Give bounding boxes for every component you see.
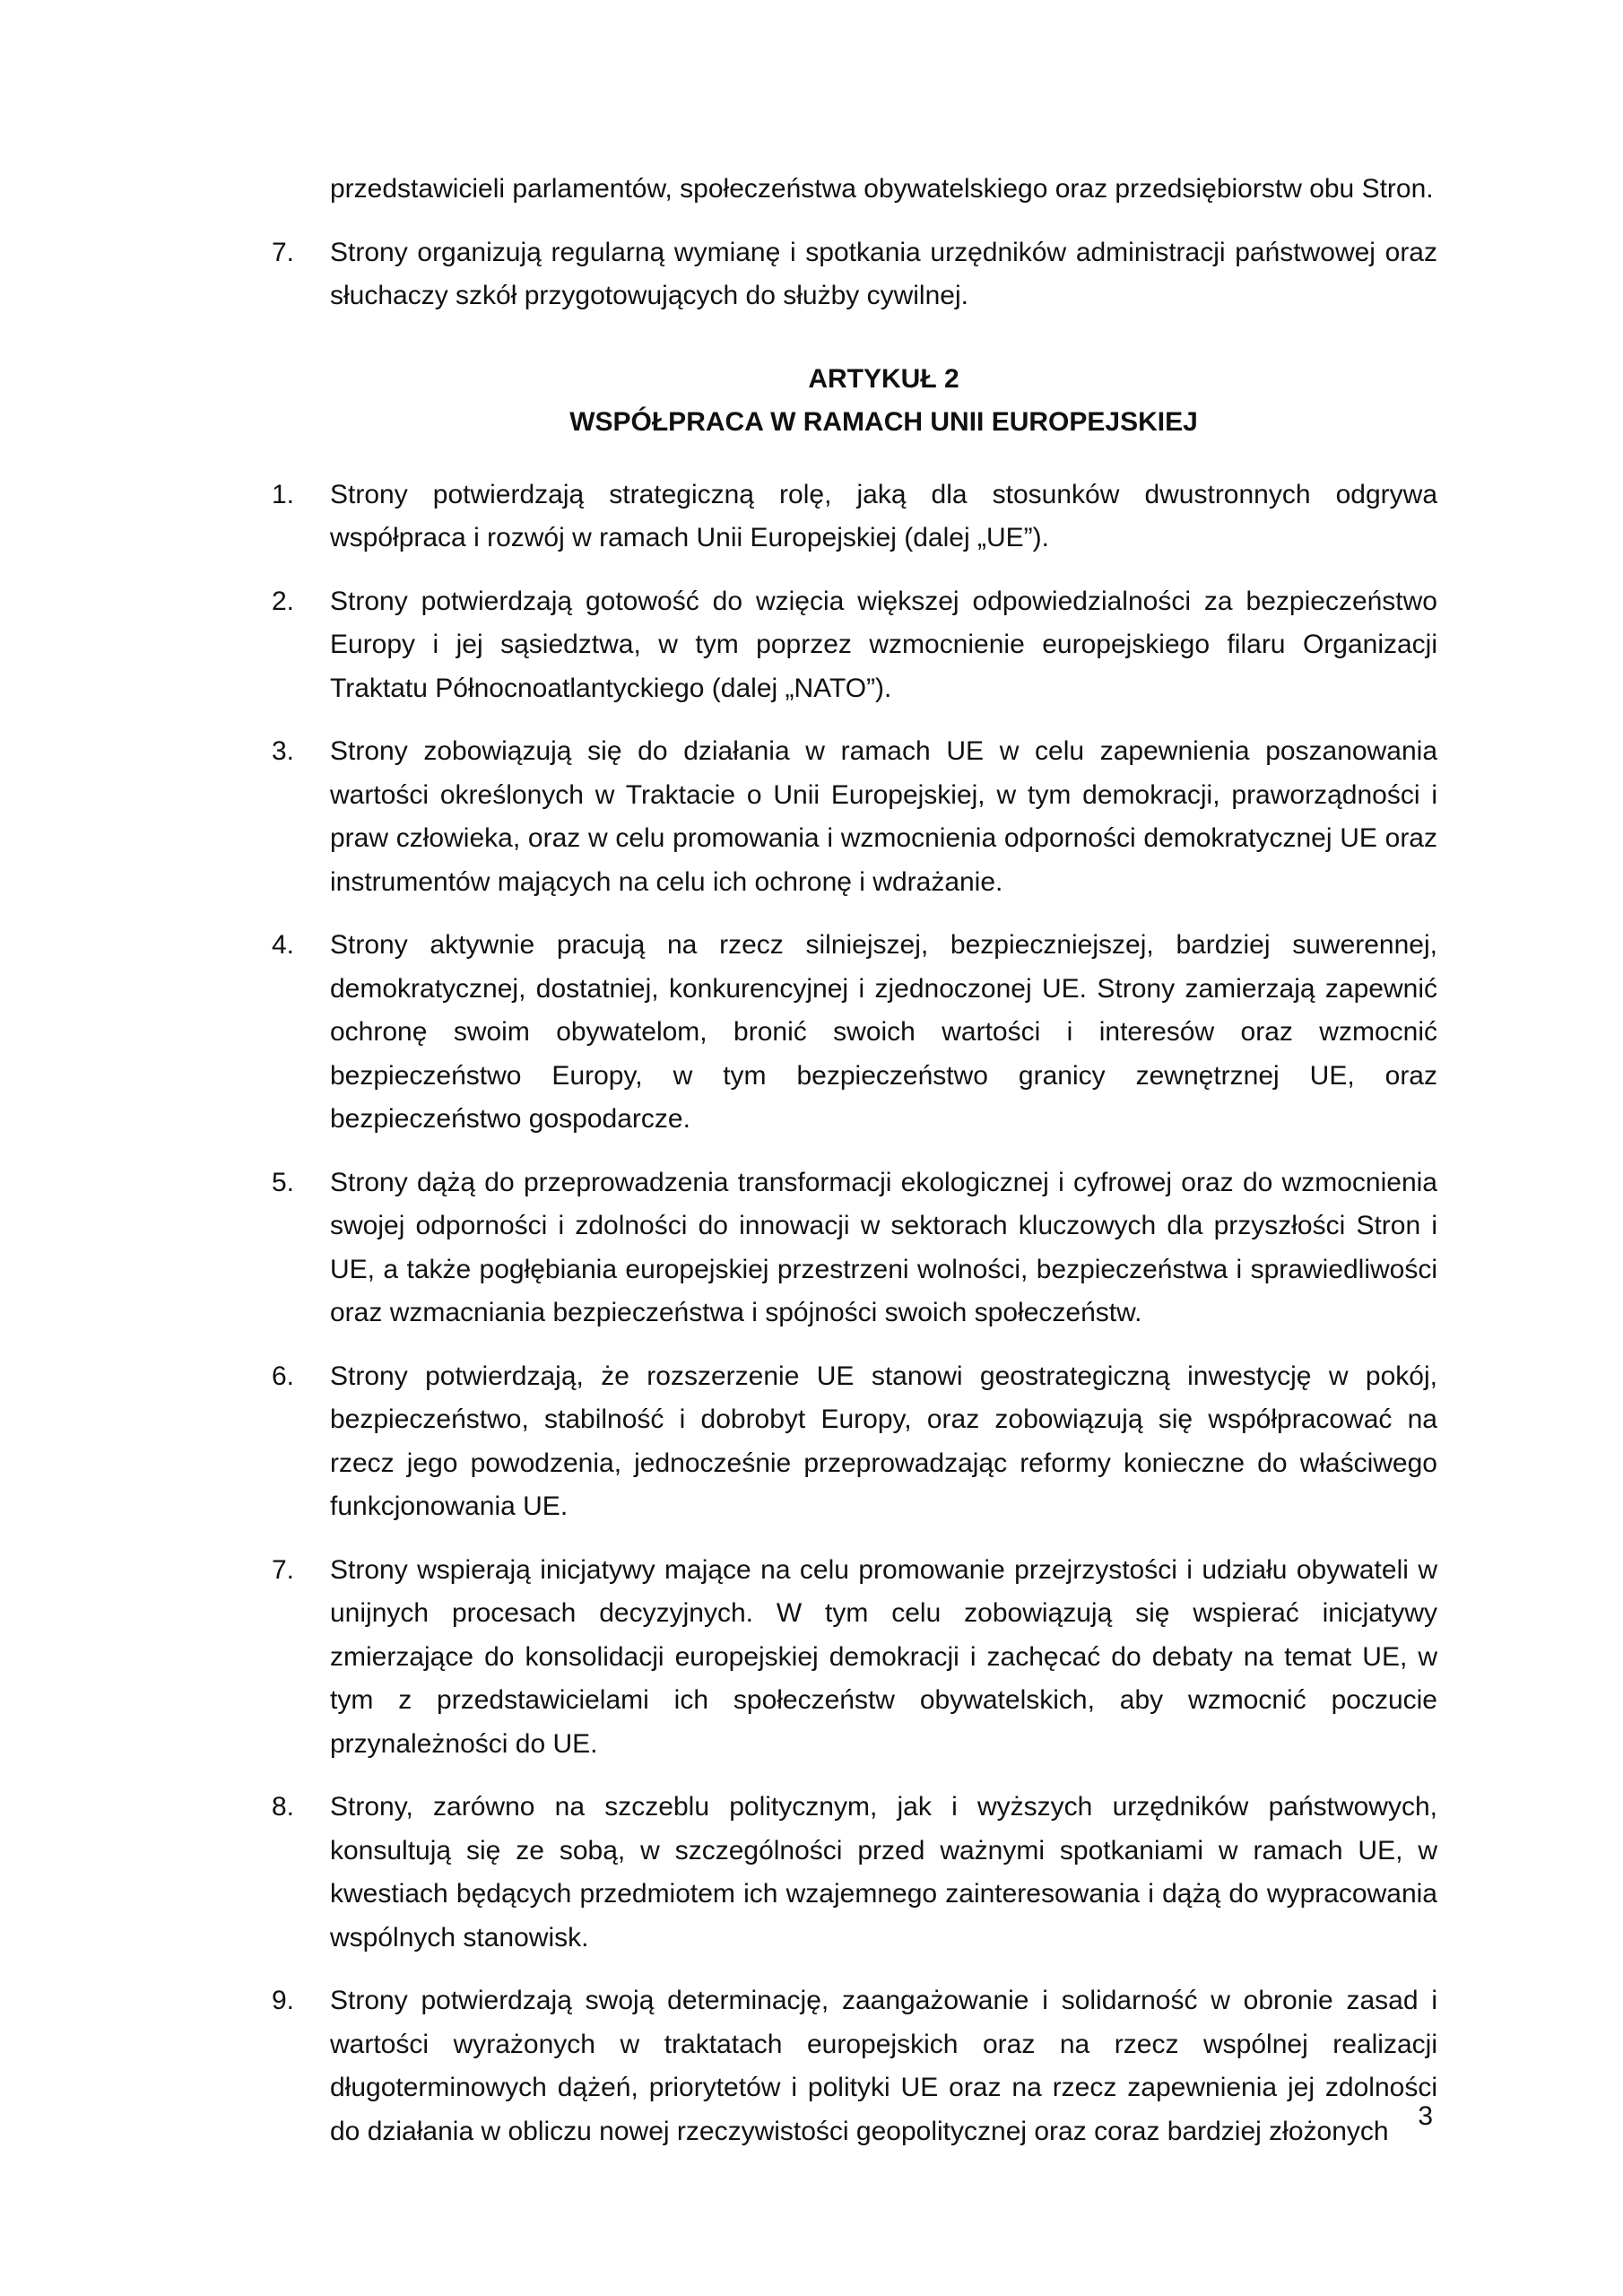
list-item-number: 7.: [272, 1554, 295, 1585]
list-item: [272, 1549, 1437, 1767]
list-item: [272, 474, 1437, 561]
list-item: [272, 1979, 1437, 2153]
continuation-paragraph: przedstawicieli parlamentów, społeczeństwa obywatelskiego oraz przedsiębiorstw obu Stron.: [330, 174, 1434, 204]
list-item: [272, 730, 1437, 904]
list-item-number: 2.: [272, 586, 295, 616]
list-item-number: 6.: [272, 1361, 295, 1391]
list-item-number: 3.: [272, 736, 295, 766]
article-subtitle: WSPÓŁPRACA W RAMACH UNII EUROPEJSKIEJ: [569, 407, 1198, 437]
article-heading: [272, 358, 1437, 445]
list-item: [272, 1161, 1437, 1335]
list-item-number: 1.: [272, 479, 295, 509]
list-item-text: Strony potwierdzają gotowość do wzięcia większej odpowiedzialności za bezpieczeństwo Europy i jej sąsiedztwa, w tym poprzez wzmocnienie europejskiego filaru Organizacji Traktatu Północnoatlantyckiego (dalej „NATO”).: [330, 586, 1437, 703]
page-number: 3: [1418, 2101, 1433, 2131]
article-title: ARTYKUŁ 2: [808, 363, 959, 394]
list-item-number: 4.: [272, 930, 295, 960]
list-item: [272, 580, 1437, 711]
list-item-text: Strony potwierdzają, że rozszerzenie UE stanowi geostrategiczną inwestycję w pokój, bezpieczeństwo, stabilność i dobrobyt Europy, oraz zobowiązują się współpracować na rzecz jego powodzenia, jednocześnie przeprowadzając reformy konieczne do właściwego funkcjonowania UE.: [330, 1361, 1437, 1521]
list-item-text: Strony dążą do przeprowadzenia transformacji ekologicznej i cyfrowej oraz do wzmocnienia swojej odporności i zdolności do innowacji w sektorach kluczowych dla przyszłości Stron i UE, a także pogłębiania europejskiej przestrzeni wolności, bezpieczeństwa i sprawiedliwości oraz wzmacniania bezpieczeństwa i spójności swoich społeczeństw.: [330, 1167, 1437, 1327]
list-item-text: Strony organizują regularną wymianę i spotkania urzędników administracji państwowej oraz słuchaczy szkół przygotowujących do służby cywilnej.: [330, 237, 1437, 310]
list-item-number: 8.: [272, 1792, 295, 1822]
list-item-text: Strony potwierdzają strategiczną rolę, jaką dla stosunków dwustronnych odgrywa współpraca i rozwój w ramach Unii Europejskiej (dalej „UE”).: [330, 479, 1437, 552]
article-items-list: [272, 474, 1437, 2154]
list-item-number: 9.: [272, 1986, 295, 2015]
list-item-text: Strony potwierdzają swoją determinację, zaangażowanie i solidarność w obronie zasad i wartości wyrażonych w traktatach europejskich oraz na rzecz wspólnej realizacji długoterminowych dążeń, priorytetów i polityki UE oraz na rzecz zapewnienia jej zdolności do działania w obliczu nowej rzeczywistości geopolitycznej oraz coraz bardziej złożonych: [330, 1986, 1437, 2146]
list-item-text: Strony wspierają inicjatywy mające na celu promowanie przejrzystości i udziału obywateli w unijnych procesach decyzyjnych. W tym celu zobowiązują się wspierać inicjatywy zmierzające do konsolidacji europejskiej demokracji i zachęcać do debaty na temat UE, w tym z przedstawicielami ich społeczeństw obywatelskich, aby wzmocnić poczucie przynależności do UE.: [330, 1554, 1437, 1759]
list-item: [272, 231, 1437, 318]
page-content: [272, 168, 1437, 2173]
list-item-number: 5.: [272, 1167, 295, 1197]
list-item-text: Strony zobowiązują się do działania w ramach UE w celu zapewnienia poszanowania wartości określonych w Traktacie o Unii Europejskiej, w tym demokracji, praworządności i praw człowieka, oraz w celu promowania i wzmocnienia odporności demokratycznej UE oraz instrumentów mających na celu ich ochronę i wdrażanie.: [330, 736, 1437, 897]
list-item-number: 7.: [272, 237, 295, 267]
list-item: [272, 1786, 1437, 1960]
list-item-text: Strony aktywnie pracują na rzecz silniejszej, bezpieczniejszej, bardziej suwerennej, demokratycznej, dostatniej, konkurencyjnej i zjednoczonej UE. Strony zamierzają zapewnić ochronę swoim obywatelom, bronić swoich wartości i interesów oraz wzmocnić bezpieczeństwo Europy, w tym bezpieczeństwo granicy zewnętrznej UE, oraz bezpieczeństwo gospodarcze.: [330, 930, 1437, 1134]
list-item: [272, 1355, 1437, 1529]
list-item: [272, 924, 1437, 1142]
list-item-text: Strony, zarówno na szczeblu politycznym, jak i wyższych urzędników państwowych, konsultują się ze sobą, w szczególności przed ważnymi spotkaniami w ramach UE, w kwestiach będących przedmiotem ich wzajemnego zainteresowania i dążą do wypracowania wspólnych stanowisk.: [330, 1792, 1437, 1952]
